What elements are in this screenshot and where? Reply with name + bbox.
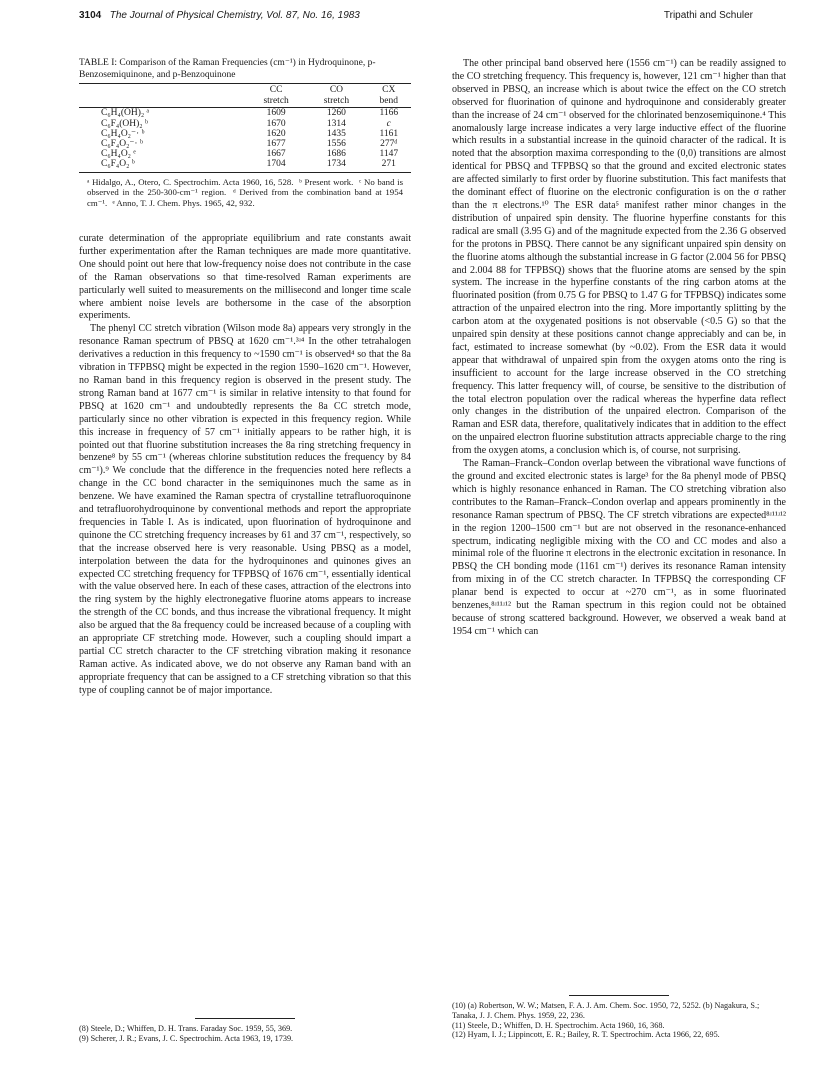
table-caption: TABLE I: Comparison of the Raman Frequencies (cm⁻¹) in Hydroquinone, p-Benzosemiquinone, and p-Benzoquinone <box>79 58 376 80</box>
table-row: C₆H₄O₂⁻· ᵇ 1620 1435 1161 <box>101 128 399 139</box>
footnote-rule <box>195 1018 295 1019</box>
table-footnote: ᵇ Present work. <box>299 176 354 187</box>
table-row: C₆H₄O₂ ᵉ 1667 1686 1147 <box>101 149 399 160</box>
table-row: C₆H₄(OH)₂ ᵃ 1609 1260 1166 <box>101 108 399 119</box>
table-footnote: ᵈ Derived from the combination band at 1954 cm⁻¹. <box>87 187 403 209</box>
body-paragraph: The other principal band observed here (1556 cm⁻¹) can be readily assigned to the CO stretching frequency. This frequency is, however, 121 cm⁻¹ higher than that observed in PBSQ, an increase which is about twice the effect on the CO stretch observed for fluorination of quinone and hydroquinone and considerably greater than the increase of 24 cm⁻¹ observed for the chlorinated benzosemiquinone.⁴ This anomalously large increase indicates a very large inductive effect of the fluorine which results in a substantial increase in the quinoid character of the radical. It is noted that the absorption maxima corresponding to the (0,0) transitions are almost identical for PBSQ and TFPBSQ so that the ground and excited electronic states are affected similarly to first order by fluorine substitution. This fact manifests that the dominant effect of fluorine on the electronic configuration is on the σ rather than the π electrons.¹⁰ The ESR data⁵ manifest rather minor changes in the distribution of unpaired spin density. The fluorine hyperfine constants for this radical are small (3.95 G) and of the magnitude expected from the 2.36 G observed for the protons in PBSQ. There cannot be any significant unpaired spin density on the fluorine atoms although the substantial increase in G factor (2.004 56 for PBSQ and 2.004 88 for TFPBSQ) shows that the fluorine atoms are sensed by the spin system. The increase in the hyperfine constants of the ring carbon atoms at the fluorinated position (from 0.75 G for PBSQ to 1.47 G for TFPBSQ) indicates some attraction of the unpaired electron into the ring. More importantly splitting by the carbon atom at the oxygenated positions is not observable (<0.5 G) so that the unpaired spin density at these positions cannot change appreciably and can be, in fact, estimated to increase somewhat (by ~0.02). From the ESR data it would appear that withdrawal of unpaired spin from the oxygen atoms onto the ring is insufficient to account for the large increase observed in the CO stretching frequency. This latter frequency will, of course, be sensitive to the distribution of the total electron population over the radical whereas the hyperfine data reflect only changes in the distribution of the unpaired electron. Comparison of the Raman and ESR data, therefore, qualitatively indicates that in addition to the effect on the unpaired electron fluorine substitution attracts appreciable charge to the ring from the oxygen atoms, a conclusion which is, of course, not surprising. <box>452 58 786 457</box>
left-column <box>79 58 411 698</box>
footnote-rule <box>569 995 669 996</box>
reference-item: (11) Steele, D.; Whiffen, D. H. Spectrochim. Acta 1960, 16, 368. <box>452 1020 665 1030</box>
col-subheader-cc: stretch <box>263 96 289 107</box>
table-footnote: ᵃ Hidalgo, A., Otero, C. Spectrochim. Acta 1960, 16, 528. <box>87 176 294 187</box>
reference-item: (10) (a) Robertson, W. W.; Matsen, F. A. J. Am. Chem. Soc. 1950, 72, 5252. (b) Nagakura, S.; Tanaka, J. J. Chem. Phys. 1959, 22, 236. <box>452 1001 760 1020</box>
table-row: C₆F₄(OH)₂ ᵇ 1670 1314 c <box>101 118 391 129</box>
right-column <box>452 58 786 639</box>
reference-item: (12) Hyam, I. J.; Lippincott, E. R.; Bailey, R. T. Spectrochim. Acta 1966, 22, 695. <box>452 1030 720 1040</box>
body-paragraph: The Raman–Franck–Condon overlap between the vibrational wave functions of the ground and excited electronic states is large³ for the 8a phenyl mode of PBSQ which is highly resonance enhanced in Raman. The CO stretching vibration also contributes to the Raman–Franck–Condon overlap and appears prominently in the resonance Raman spectrum of PBSQ. The CF stretch vibrations are expected⁸ʴ¹¹ʴ¹² in the region 1200–1500 cm⁻¹ but are not observed in the resonance-enhanced spectrum, indicating negligible mixing with the CO and CC modes and also a minimal role of the fluorine π electrons in the electronic excitation in resonance. In PBSQ the CH bonding mode (1161 cm⁻¹) derives its resonance Raman intensity from mixing in of the CC stretch character. In TFPBSQ the corresponding CF planar bend is expected to occur at ~270 cm⁻¹, as in some fluorinated benzenes,⁸ʴ¹¹ʴ¹² but the Raman spectrum in this region could not be obtained because of strong scattered background. However, we observed a weak band at 1954 cm⁻¹ which can <box>452 458 786 637</box>
raman-frequency-table <box>79 84 411 173</box>
body-paragraph: curate determination of the appropriate equilibrium and rate constants await further experimentation after the Raman techniques are made more quantitative. One should point out here that low-frequency noise does not contribute in the case of the Raman observations so that time-resolved Raman experiments are particularly well suited to measurements on the millisecond and longer time scale where ambient noise levels are bothersome in the case of the absorption experiments. <box>79 233 411 322</box>
col-header-cc: CC <box>269 85 283 95</box>
table-block <box>79 58 411 209</box>
running-head-authors: Tripathi and Schuler <box>663 10 753 21</box>
page-header <box>79 8 753 24</box>
references-left <box>79 1018 411 1044</box>
table-footnotes <box>79 177 411 209</box>
table-row: C₆F₄O₂⁻· ᵇ 1677 1556 277ᵈ <box>101 139 398 150</box>
col-header-cx: CX <box>382 85 396 95</box>
references-right <box>452 995 786 1040</box>
page-number: 3104 <box>79 10 102 21</box>
table-footnote: ᵉ Anno, T. J. Chem. Phys. 1965, 42, 932. <box>112 198 255 209</box>
col-header-co: CO <box>329 85 344 95</box>
reference-item: (8) Steele, D.; Whiffen, D. H. Trans. Faraday Soc. 1959, 55, 369. <box>79 1024 293 1033</box>
table-header-row <box>79 95 411 108</box>
col-subheader-co: stretch <box>323 96 350 107</box>
table-row: C₆F₄O₂ ᵇ 1704 1734 271 <box>101 159 396 170</box>
body-paragraph: The phenyl CC stretch vibration (Wilson mode 8a) appears very strongly in the resonance Raman spectrum of PBSQ at 1620 cm⁻¹.³ʴ⁴ In the other tetrahalogen derivatives a reduction in this frequency to ~1590 cm⁻¹ is observed⁴ so that the 8a vibration in TFPBSQ might be expected in the region 1590–1620 cm⁻¹. However, no Raman band in this frequency region is observed in the present study. The strong Raman band at 1677 cm⁻¹ is similar in relative intensity to that found for PBSQ at 1620 cm⁻¹ and undoubtedly represents the 8a CC stretch mode, particularly since no other vibration is expected in this frequency region. While this increase in frequency of 57 cm⁻¹ initially appears to be rather high, it is pointed out that fluorine substitution increases the 8a ring stretching frequency in benzene⁸ by 55 cm⁻¹ (whereas chlorine substitution reduces the frequency by 84 cm⁻¹).⁹ We conclude that the difference in the frequencies noted here reflects a change in the CC bond character in the semiquinones much the same as in benzene. We have examined the Raman spectra of crystalline tetrafluoroquinone and tetrafluorohydroquinone by conventional methods and report the appropriate frequencies in Table I. As is indicated, upon fluorination of hydroquinone and quinone the CC stretching frequency increases by 61 and 37 cm⁻¹, respectively, so that the increase observed here is very reasonable. Using PBSQ as a model, interpolation between the data for the hydroquinones and quinones gives an expected CC stretching frequency for TFPBSQ of 1676 cm⁻¹, essentially identical with the value observed here. In each of these cases, attraction of the electrons into the ring system by the highly electronegative fluorine atoms appears to increase the strength of the CC bonds, and thus increase the vibrational frequency. It might also be argued that the 8a frequency could be increased because of a coupling with an appropriate CF stretching mode. However, such a coupling should impart a partial CC stretch character to the CF stretching vibration making it resonance Raman active. As indicated above, we do not observe any Raman band with an appropriate frequency that can be assigned to a CF stretching vibration so that this type of coupling cannot be of major importance. <box>79 323 411 696</box>
reference-item: (9) Scherer, J. R.; Evans, J. C. Spectrochim. Acta 1963, 19, 1739. <box>79 1033 294 1043</box>
journal-citation: The Journal of Physical Chemistry, Vol. 87, No. 16, 1983 <box>109 10 360 21</box>
col-subheader-cx: bend <box>379 96 399 107</box>
table-footnote: ᶜ No band is observed in the 250-300-cm⁻¹ region. <box>87 176 404 198</box>
table-header-row <box>79 84 411 95</box>
